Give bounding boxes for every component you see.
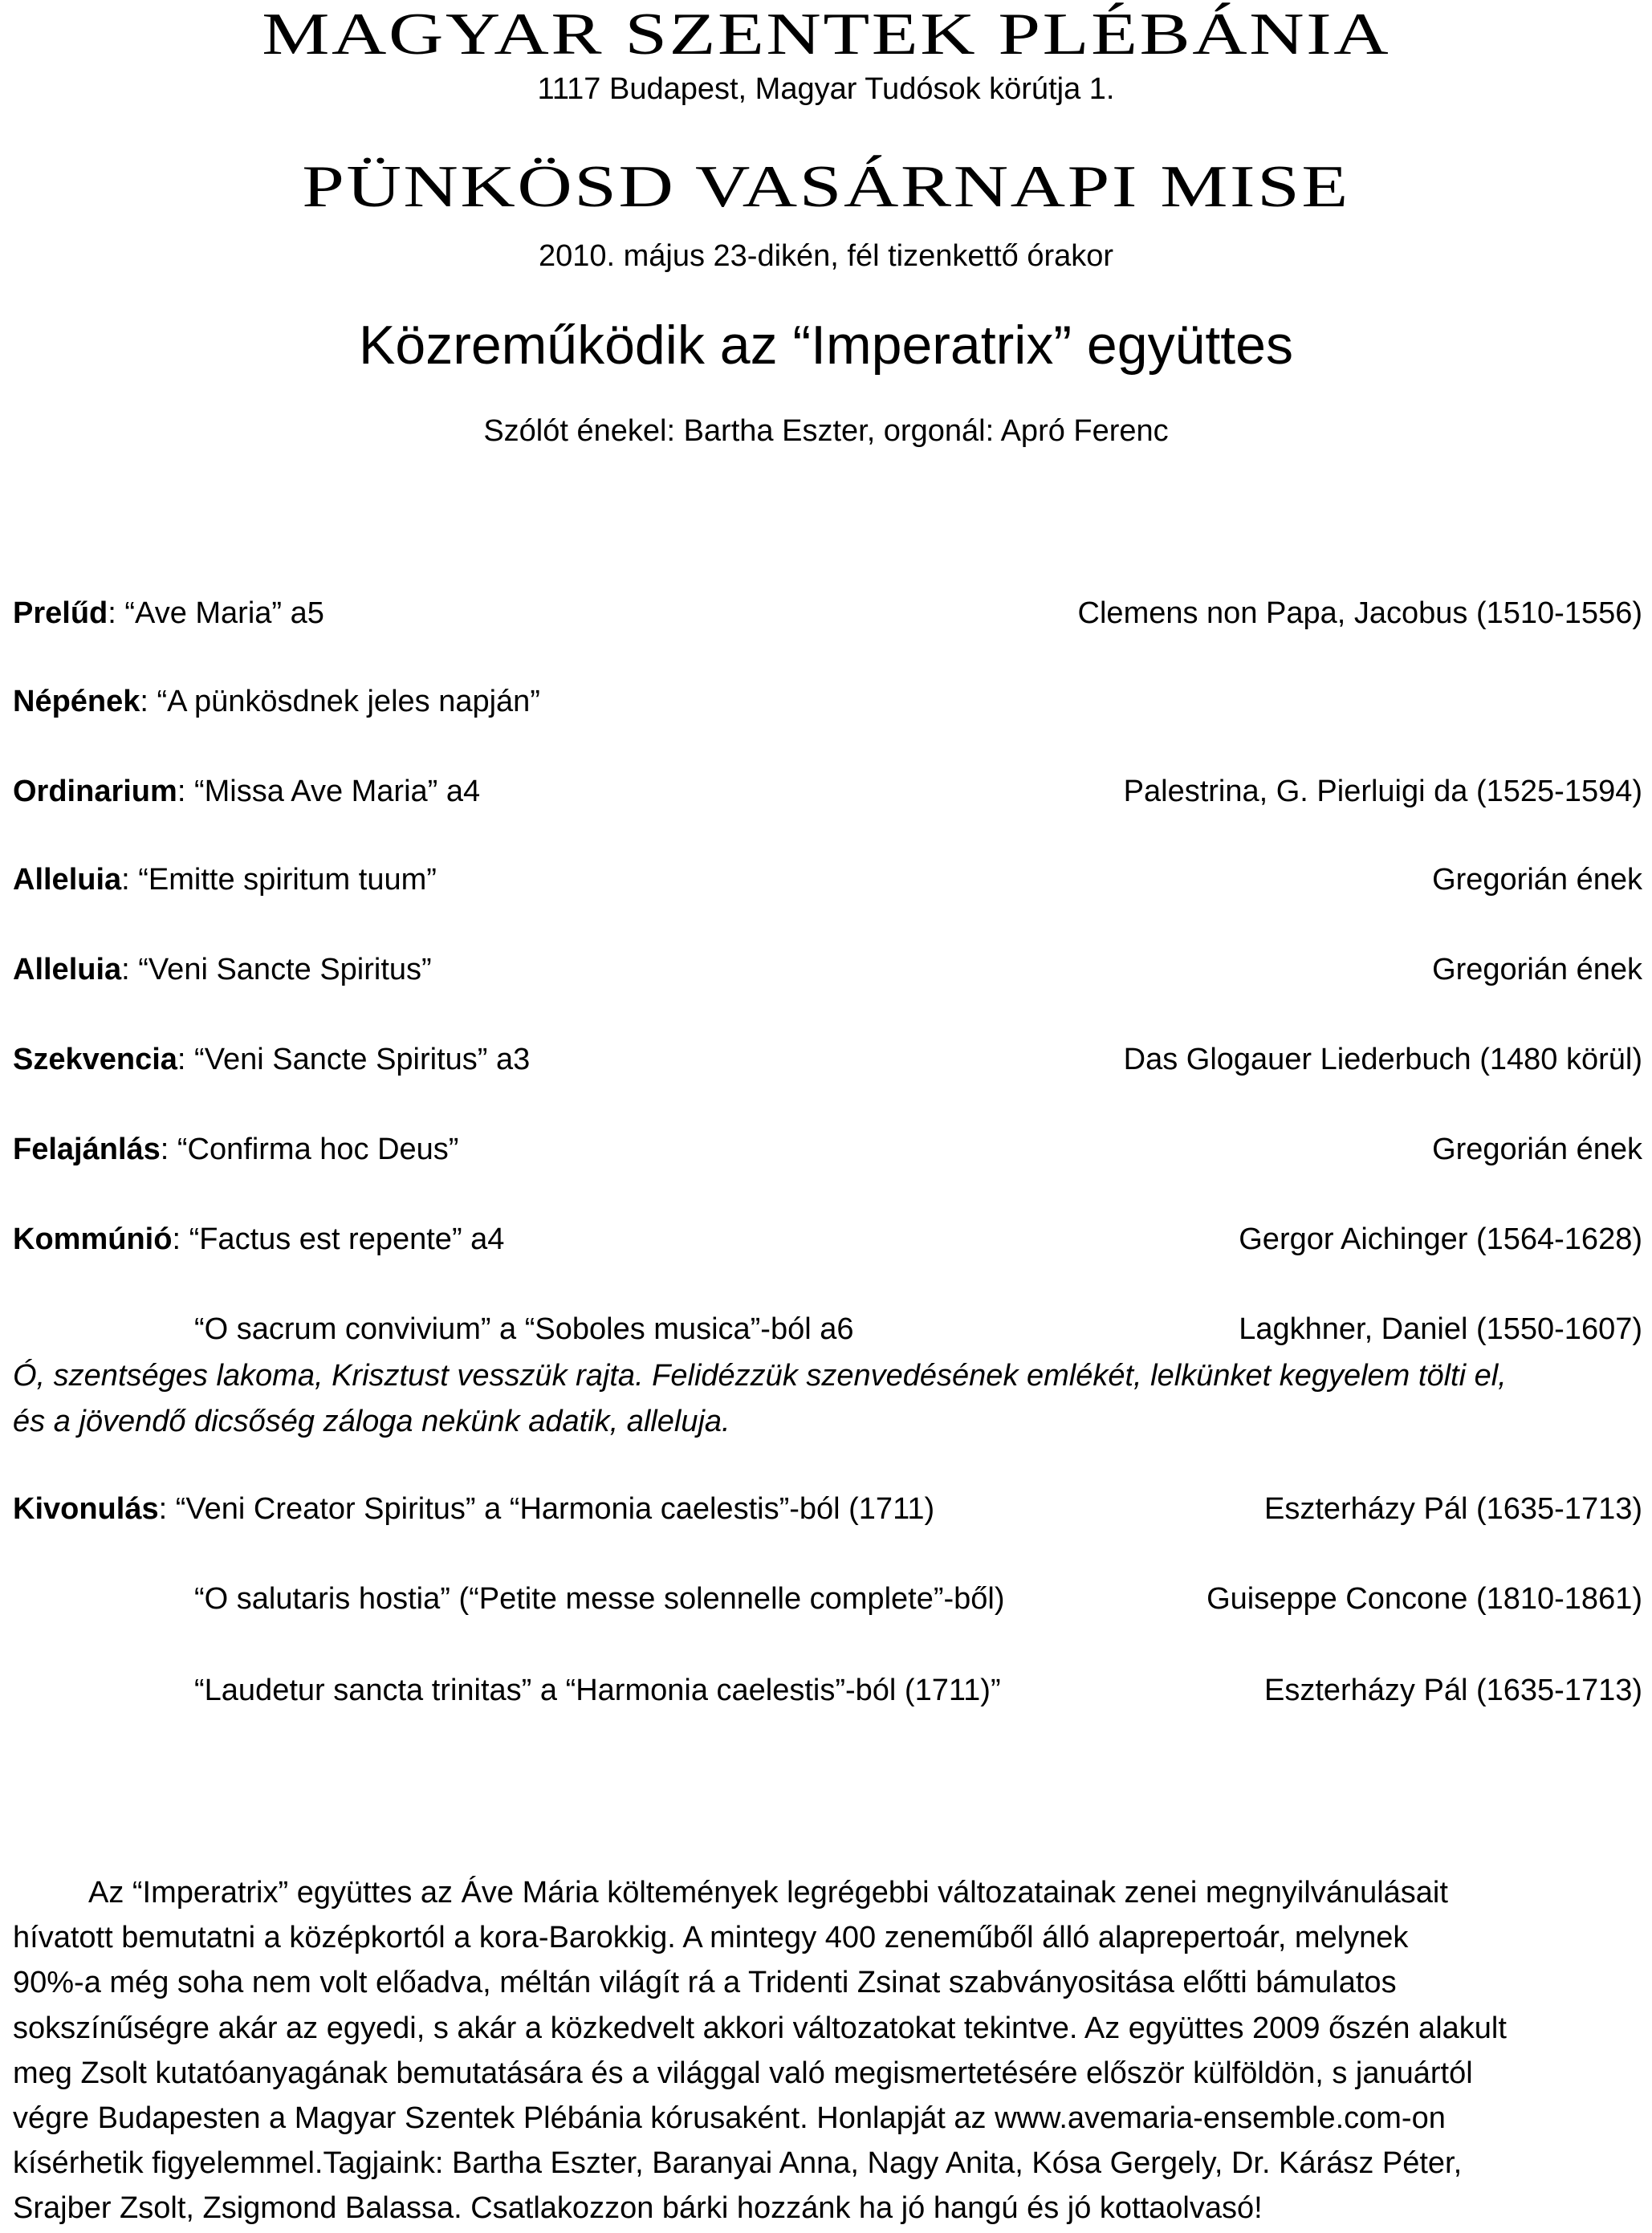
program-sep: : <box>108 596 125 630</box>
program-sep: : <box>140 685 157 718</box>
parish-name-wrap <box>0 2 1652 67</box>
event-date-time: 2010. május 23-dikén, fél tizenkettő órakor <box>538 239 1114 273</box>
program-work: “Missa Ave Maria” a4 <box>193 775 481 808</box>
program-part: Felajánlás <box>13 1133 161 1166</box>
program-part: Ordinarium <box>13 775 177 808</box>
recessional-row <box>13 1670 1642 1710</box>
program-row <box>13 950 1642 990</box>
program-part: Kommúnió <box>13 1222 173 1256</box>
program-composer: Gergor Aichinger (1564-1628) <box>1239 1222 1642 1256</box>
program-part: Szekvencia <box>13 1043 177 1076</box>
program-work: “O sacrum convivium” a “Soboles musica”-ból a6 <box>194 1312 854 1346</box>
recessional-composer: Guiseppe Concone (1810-1861) <box>1206 1582 1642 1616</box>
program-row <box>13 1039 1642 1080</box>
about-line: végre Budapesten a Magyar Szentek Plébánia kórusaként. Honlapját az www.avemaria-ensemble.com-on <box>13 2101 1446 2136</box>
about-line: Srajber Zsolt, Zsigmond Balassa. Csatlakozzon bárki hozzánk ha jó hangú és jó kottaolvasó! <box>13 2191 1263 2226</box>
recessional-composer: Eszterházy Pál (1635-1713) <box>1263 1492 1642 1526</box>
program-work: “Factus est repente” a4 <box>189 1222 505 1256</box>
recessional-row <box>13 1489 1642 1529</box>
program-sep: : <box>177 775 194 808</box>
program-part: Népének <box>13 685 140 718</box>
program-composer: Palestrina, G. Pierluigi da (1525-1594) <box>1123 775 1642 808</box>
program-part: Alleluia <box>13 863 122 897</box>
event-title: PÜNKÖSD VASÁRNAPI MISE <box>302 154 1350 220</box>
about-line: meg Zsolt kutatóanyagának bemutatására és a világgal való megismertetésére először külföldön, s januártól <box>13 2056 1473 2090</box>
program-work: “Emitte spiritum tuum” <box>138 863 437 897</box>
recessional-composer: Eszterházy Pál (1635-1713) <box>1263 1674 1642 1707</box>
translation-line: Ó, szentséges lakoma, Krisztust vesszük rajta. Felidézzük szenvedésének emlékét, lelkünket kegyelem tölti el, <box>13 1359 1507 1393</box>
program-work: “Ave Maria” a5 <box>124 596 324 630</box>
program-part: Alleluia <box>13 953 122 986</box>
program-row <box>13 593 1642 633</box>
program-sep: : <box>121 863 139 897</box>
about-line: sokszínűségre akár az egyedi, s akár a közkedvelt akkori változatokat tekintve. Az együttes 2009 őszén alakult <box>13 2011 1507 2045</box>
program-row <box>13 681 1642 722</box>
program-work: “A pünkösdnek jeles napján” <box>157 685 540 718</box>
program-row <box>13 1129 1642 1169</box>
program-composer: Gregorián ének <box>1432 1133 1642 1166</box>
program-sep: : <box>177 1043 195 1076</box>
about-line: kísérhetik figyelemmel.Tagjaink: Bartha Eszter, Baranyai Anna, Nagy Anita, Kósa Gergely, Dr. Kárász Péter, <box>13 2146 1463 2181</box>
recessional-row <box>13 1579 1642 1619</box>
parish-address: 1117 Budapest, Magyar Tudósok körútja 1. <box>537 72 1115 106</box>
recessional-part: Kivonulás <box>13 1492 159 1526</box>
program-sep: : <box>121 953 139 986</box>
translation-line: és a jövendő dicsőség záloga nekünk adatik, alleluja. <box>13 1405 730 1438</box>
recessional-work: “Veni Creator Spiritus” a “Harmonia caelestis”-ból (1711) <box>175 1492 935 1526</box>
about-line: Az “Imperatrix” együttes az Áve Mária költemények legrégebbi változatainak zenei megnyilvánulásait <box>88 1876 1448 1910</box>
program-composer: Lagkhner, Daniel (1550-1607) <box>1239 1312 1642 1346</box>
program-row <box>13 860 1642 900</box>
program-row <box>13 1219 1642 1259</box>
parish-name: MAGYAR SZENTEK PLÉBÁNIA <box>261 2 1391 67</box>
program-composer: Gregorián ének <box>1432 863 1642 897</box>
about-paragraph <box>13 1870 1642 2231</box>
program-work: “Confirma hoc Deus” <box>177 1133 459 1166</box>
program-work: “Veni Sancte Spiritus” <box>138 953 432 986</box>
ensemble-line: Közreműködik az “Imperatrix” együttes <box>359 315 1293 376</box>
program-part: Prelűd <box>13 596 108 630</box>
recessional-work: “O salutaris hostia” (“Petite messe solennelle complete”-ből) <box>194 1582 1005 1616</box>
program-sep: : <box>160 1133 177 1166</box>
performers-line: Szólót énekel: Bartha Eszter, orgonál: Apró Ferenc <box>483 414 1169 448</box>
program-work: “Veni Sancte Spiritus” a3 <box>194 1043 531 1076</box>
event-title-wrap <box>0 154 1652 220</box>
about-line: 90%-a még soha nem volt előadva, méltán világít rá a Tridenti Zsinat szabványositása előtti bámulatos <box>13 1966 1397 2000</box>
program-row <box>13 771 1642 811</box>
recessional-sep: : <box>158 1492 176 1526</box>
about-line: hívatott bemutatni a középkortól a kora-Barokkig. A mintegy 400 zeneműből álló alaprepertoár, melynek <box>13 1921 1409 1955</box>
recessional-work: “Laudetur sancta trinitas” a “Harmonia caelestis”-ból (1711)” <box>194 1674 1001 1707</box>
program-row <box>13 1309 1642 1349</box>
program-sep: : <box>172 1222 189 1256</box>
program-composer: Gregorián ének <box>1432 953 1642 986</box>
program-composer: Clemens non Papa, Jacobus (1510-1556) <box>1077 596 1642 630</box>
program-composer: Das Glogauer Liederbuch (1480 körül) <box>1123 1043 1642 1076</box>
